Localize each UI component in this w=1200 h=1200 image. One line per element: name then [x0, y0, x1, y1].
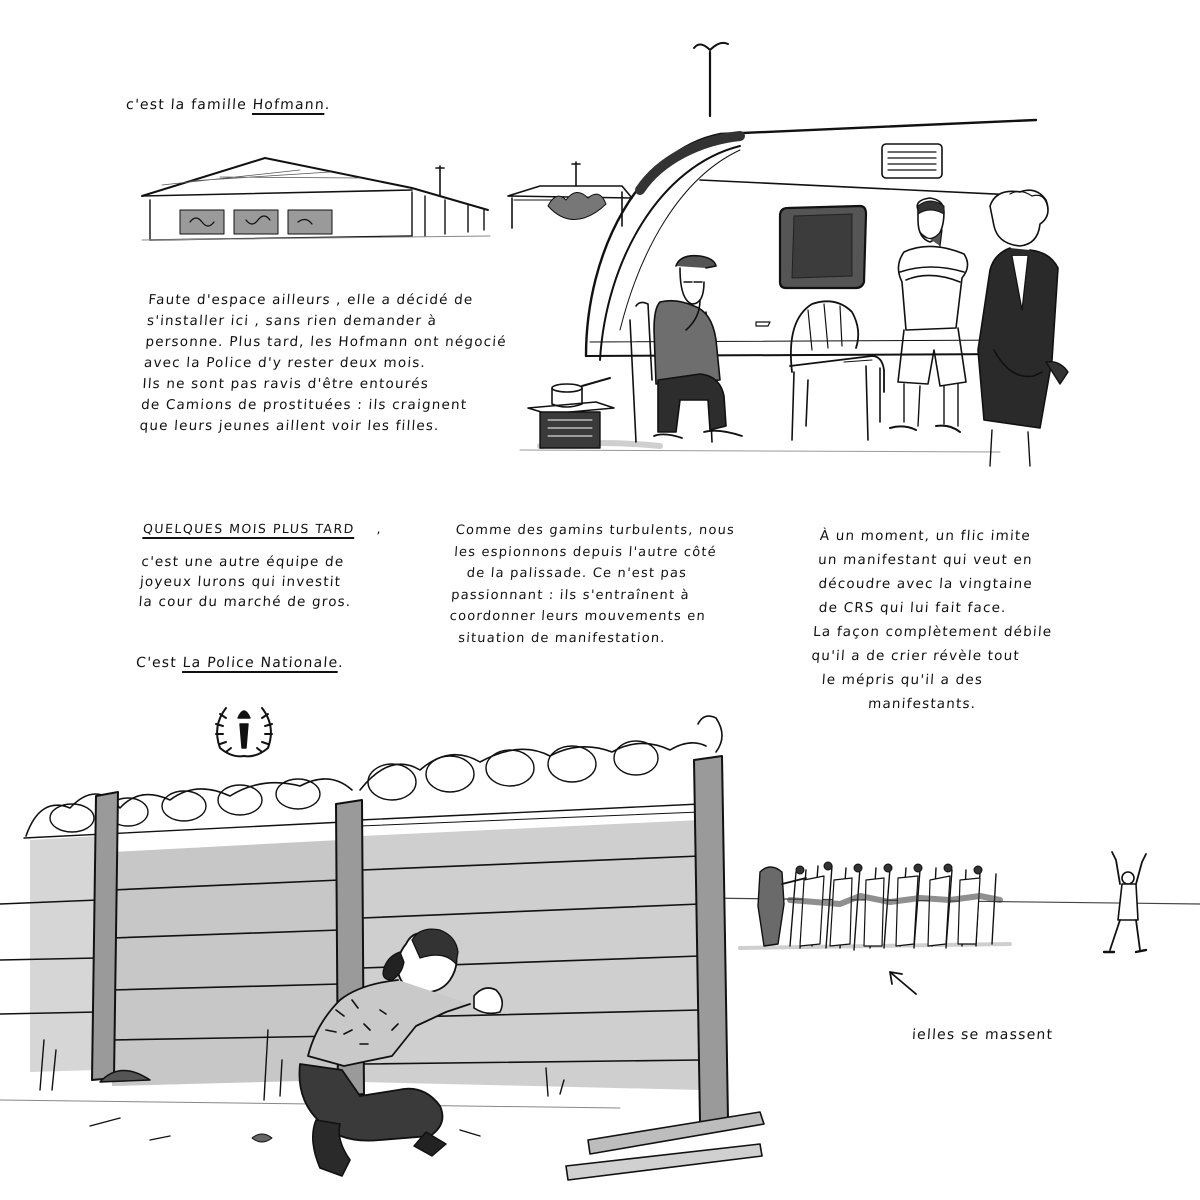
cop-mimic-line: La façon complètement débile [812, 624, 1053, 640]
cop-mimic-line: À un moment, un flic imite [819, 528, 1032, 544]
cop-mimic-line: le mépris qu'il a des [821, 672, 984, 688]
family-story-line: avec la Police d'y rester deux mois. [143, 355, 427, 371]
team-line: la cour du marché de gros. [138, 594, 353, 610]
police-caption [135, 654, 344, 672]
family-story-line: Ils ne sont pas ravis d'être entourés [142, 376, 430, 392]
woman-drawing [978, 190, 1068, 466]
stove-drawing [528, 378, 614, 448]
family-name: Hofmann [252, 97, 326, 113]
team-line: joyeux lurons qui investit [139, 574, 342, 590]
family-story-caption [139, 290, 511, 437]
arrow-icon [890, 972, 916, 994]
spying-line: de la palissade. Ce n'est pas [466, 566, 688, 581]
cop-mimic-line: de CRS qui lui fait face. [818, 600, 1008, 616]
massing-caption: ielles se massent [911, 1027, 1054, 1043]
family-story-line: personne. Plus tard, les Hofmann ont négocié [144, 334, 508, 350]
warehouse-drawing [142, 158, 632, 240]
man-crossed-arms-drawing [890, 198, 968, 432]
cop-mimic-line: manifestants. [867, 696, 977, 712]
police-name: La Police Nationale [182, 655, 339, 671]
protester-drawing [1104, 852, 1146, 952]
crs-squad-drawing [740, 862, 1010, 950]
family-story-line: de Camions de prostituées : ils craignent [140, 397, 468, 413]
months-later-comma: , [376, 521, 383, 536]
cop-mimic-line: découdre avec la vingtaine [817, 576, 1034, 592]
team-line: c'est une autre équipe de [140, 554, 345, 570]
team-caption [138, 552, 355, 612]
months-later-text: QUELQUES MOIS PLUS TARD [142, 521, 356, 536]
family-story-line: que leurs jeunes aillent voir les filles. [139, 418, 441, 434]
spying-line: coordonner leurs mouvements en [449, 609, 707, 624]
family-intro-suffix: . [324, 97, 332, 113]
spying-line: passionnant : ils s'entraînent à [450, 587, 691, 603]
family-intro-caption [125, 96, 331, 114]
spying-line: situation de manifestation. [457, 630, 667, 646]
family-story-line: s'installer ici , sans rien demander à [146, 313, 438, 329]
sitting-man-drawing [630, 256, 742, 442]
plastic-chair-drawing [790, 301, 884, 440]
cop-mimic-caption [807, 524, 1060, 716]
cop-mimic-line: un manifestant qui veut en [817, 552, 1034, 568]
family-intro-prefix: c'est la famille [125, 97, 254, 113]
police-emblem-icon [216, 708, 272, 756]
police-prefix: C'est [135, 655, 184, 671]
fence-drawing [0, 716, 1200, 1180]
spying-caption [447, 520, 735, 649]
spying-line: Comme des gamins turbulents, nous [455, 523, 736, 538]
family-story-line: Faute d'espace ailleurs , elle a décidé de [147, 292, 475, 308]
months-later-heading [142, 520, 383, 538]
spying-line: les espionnons depuis l'autre côté [453, 544, 718, 560]
police-suffix: . [337, 655, 345, 671]
cop-mimic-line: qu'il a de crier révèle tout [810, 648, 1021, 664]
